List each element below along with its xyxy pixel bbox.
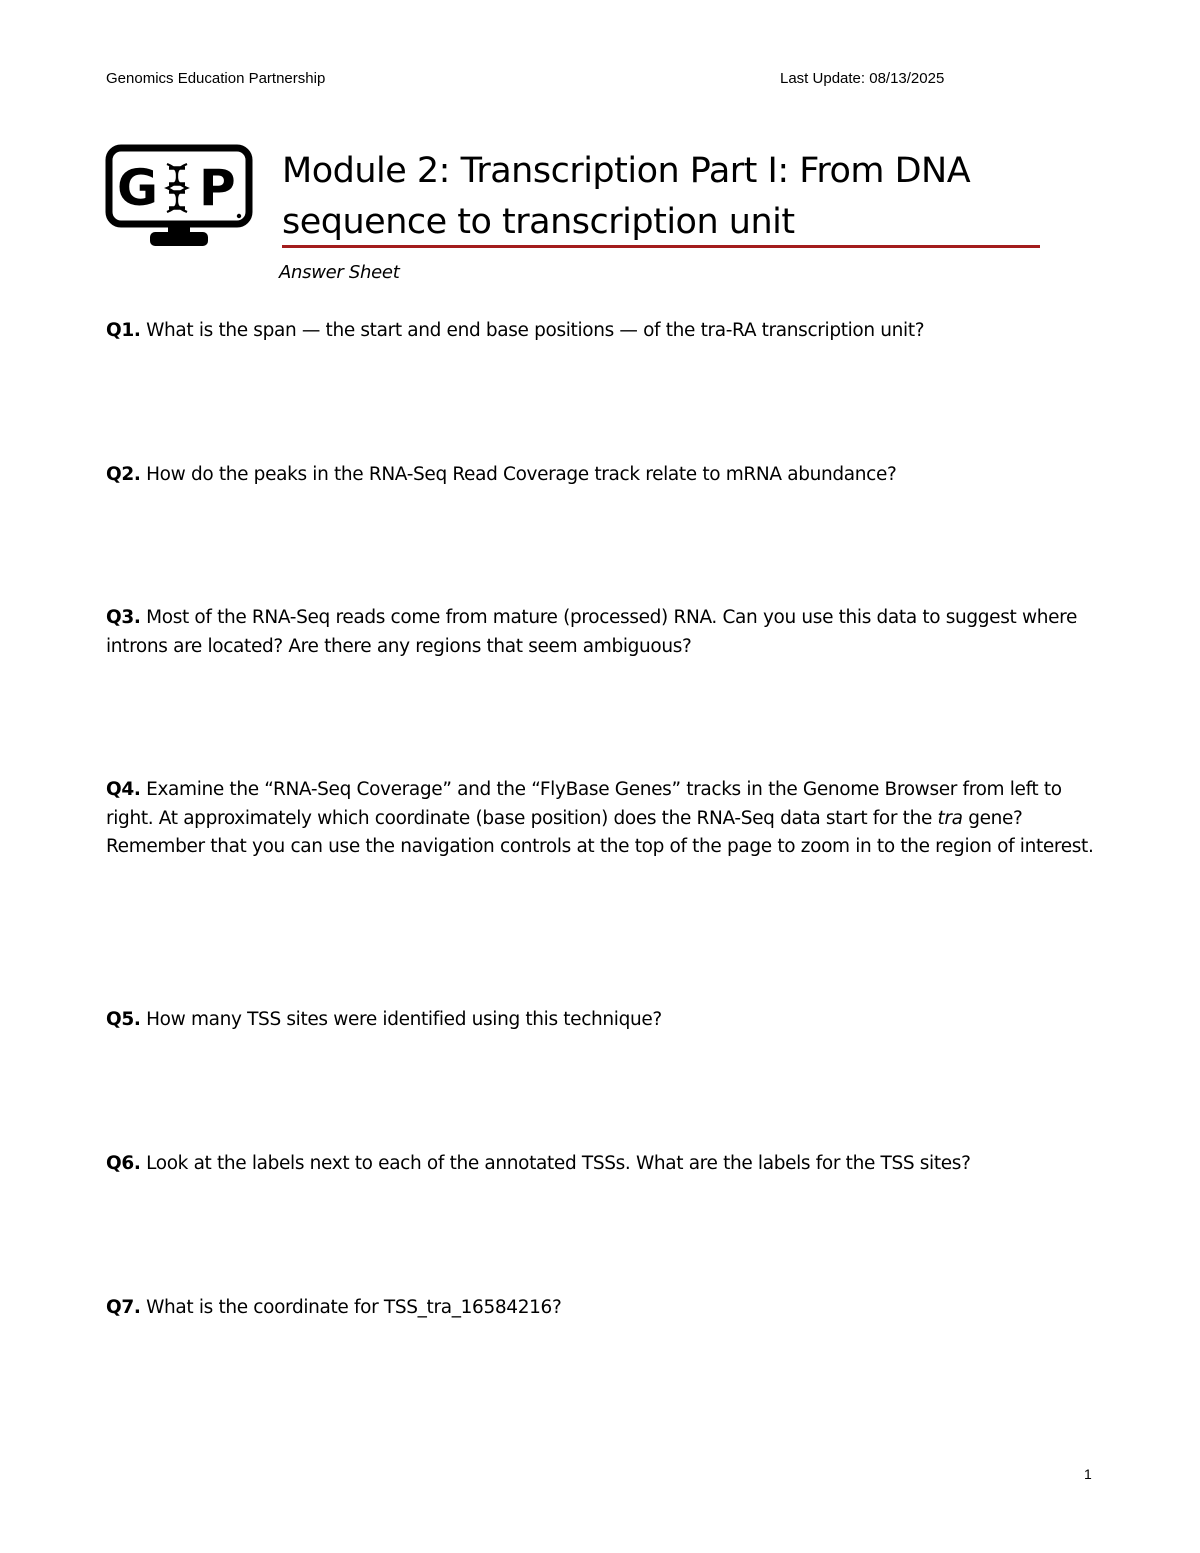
document-title bbox=[282, 146, 1042, 248]
question-text: How do the peaks in the RNA-Seq Read Coverage track relate to mRNA abundance? bbox=[140, 464, 897, 485]
question-text-continued: gene? Remember that you can use the navigation controls at the top of the page to zoom in to the region of interest. bbox=[106, 807, 1094, 858]
question-1 bbox=[106, 317, 1106, 346]
question-6 bbox=[106, 1150, 1106, 1179]
question-number: Q7. bbox=[106, 1297, 141, 1318]
page-number: 1 bbox=[1084, 1466, 1092, 1482]
question-text: What is the span — the start and end base positions — of the tra-RA transcription unit? bbox=[140, 320, 925, 341]
title-underline-rule bbox=[282, 245, 1040, 248]
question-number: Q6. bbox=[106, 1153, 141, 1174]
question-7 bbox=[106, 1294, 1106, 1323]
question-text: Look at the labels next to each of the annotated TSSs. What are the labels for the TSS sites? bbox=[140, 1153, 971, 1174]
question-4 bbox=[106, 776, 1101, 862]
document-title-line-2: sequence to transcription unit bbox=[282, 202, 795, 242]
question-number: Q4. bbox=[106, 779, 141, 800]
question-text: How many TSS sites were identified using this technique? bbox=[140, 1009, 662, 1030]
question-number: Q1. bbox=[106, 320, 141, 341]
question-number: Q3. bbox=[106, 607, 141, 628]
question-text: Most of the RNA-Seq reads come from mature (processed) RNA. Can you use this data to suggest where introns are located? Are there any regions that seem ambiguous? bbox=[106, 607, 1078, 657]
document-subtitle: Answer Sheet bbox=[279, 262, 400, 283]
question-number: Q5. bbox=[106, 1009, 141, 1030]
question-5 bbox=[106, 1006, 1106, 1035]
question-number: Q2. bbox=[106, 464, 141, 485]
logo-letter-g: G bbox=[117, 159, 159, 217]
document-title-line-1: Module 2: Transcription Part I: From DNA bbox=[282, 151, 971, 191]
question-3 bbox=[106, 604, 1091, 661]
page-header-last-update: Last Update: 08/13/2025 bbox=[780, 70, 945, 87]
question-text: Examine the “RNA-Seq Coverage” and the “FlyBase Genes” tracks in the Genome Browser from left to right. At approximately which coordinate (base position) does the RNA-Seq data start for the bbox=[106, 779, 1062, 829]
gep-logo-icon bbox=[105, 144, 253, 250]
question-text: What is the coordinate for TSS_tra_16584216? bbox=[140, 1297, 562, 1318]
question-2 bbox=[106, 461, 1106, 490]
logo-letter-p: P bbox=[199, 159, 236, 217]
dna-helix-icon bbox=[167, 164, 187, 212]
gene-name-italic: tra bbox=[937, 807, 963, 829]
page-header-organization: Genomics Education Partnership bbox=[106, 70, 326, 87]
